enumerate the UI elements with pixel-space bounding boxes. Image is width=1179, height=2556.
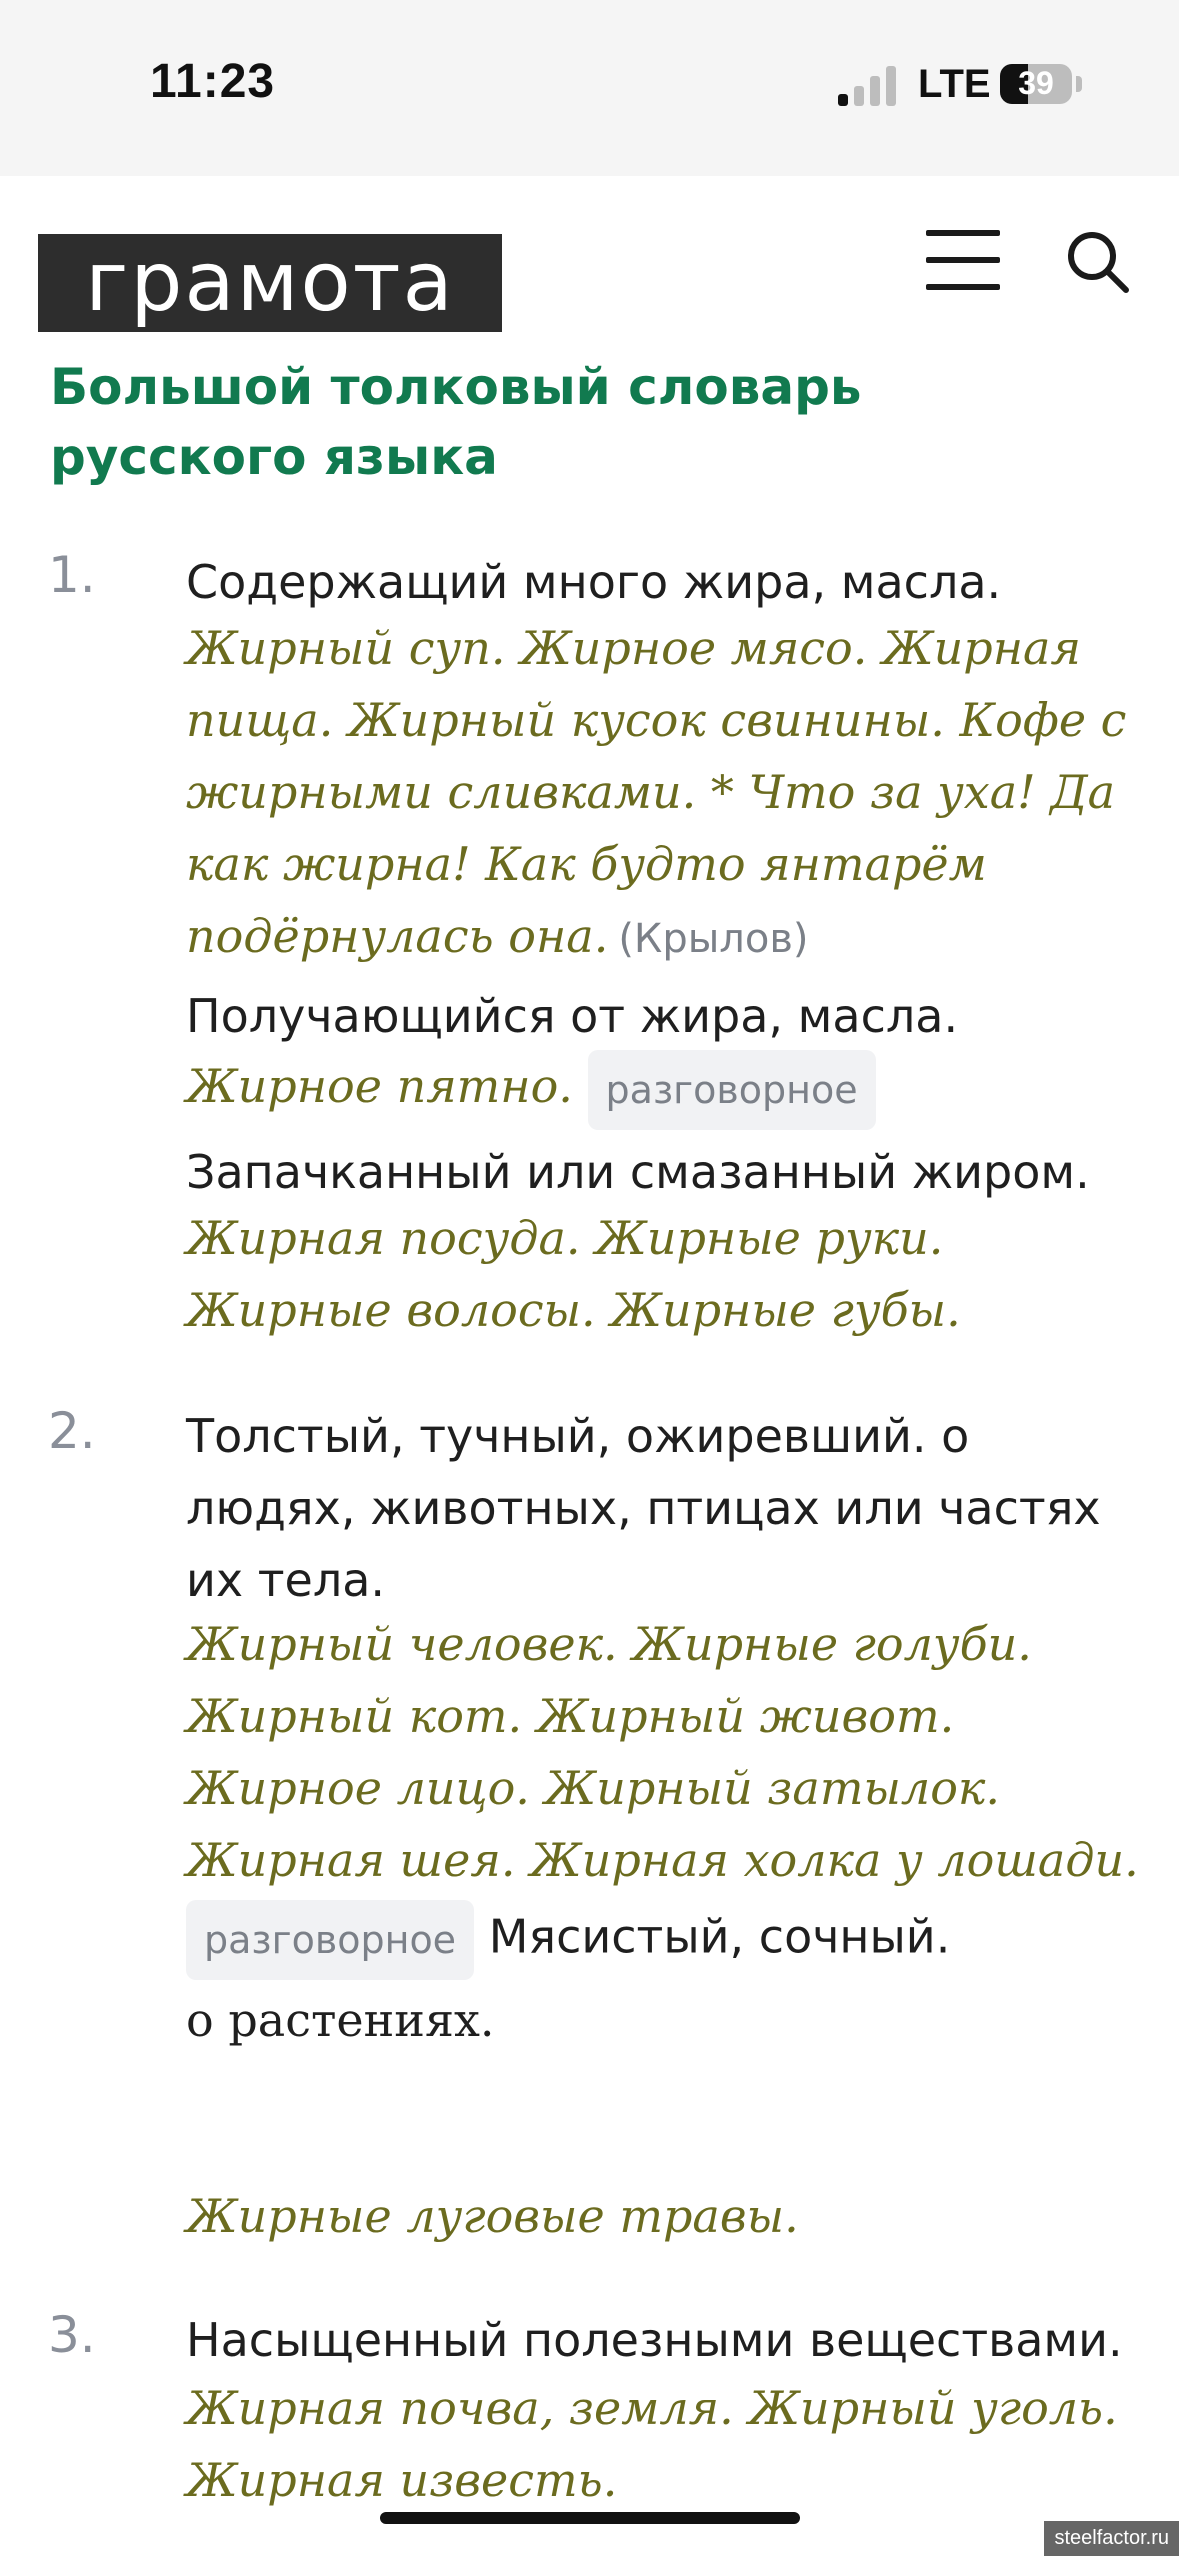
cellular-signal-icon (838, 66, 898, 106)
sense-definition: Насыщенный полезными веществами. (186, 2313, 1123, 2367)
search-icon[interactable] (1064, 228, 1130, 294)
subsense-definition-text: Мясистый, сочный. (488, 1909, 951, 1964)
register-tag[interactable]: разговорное (186, 1900, 474, 1980)
home-indicator[interactable] (380, 2512, 800, 2524)
hamburger-menu-icon[interactable] (926, 230, 1000, 290)
subsense-definition: Запачканный или смазанный жиром. (186, 1145, 1090, 1199)
sense-example: Жирная почва, земля. Жирный уголь. Жирная известь. (186, 2381, 1118, 2507)
sense-number: 3. (48, 2306, 96, 2364)
sense-number: 1. (48, 546, 96, 604)
subsense-definition (186, 1900, 1146, 1980)
usage-note: о растениях. (186, 1993, 495, 2047)
sense-definition: Содержащий много жира, масла. (186, 555, 1002, 609)
sense-number: 2. (48, 1402, 96, 1460)
status-bar (0, 0, 1179, 176)
example-text: Жирный суп. Жирное мясо. Жирная пища. Жирный кусок свинины. Кофе с жирными сливками. * Что за уха! Да как жирна! Как будто янтарём подёрнулась она. (186, 621, 1127, 963)
example-text: Жирное пятно. (186, 1059, 573, 1113)
status-time: 11:23 (150, 55, 276, 108)
site-logo[interactable]: грамота (38, 234, 502, 332)
dictionary-title[interactable]: Большой толковый словарь русского языка (50, 358, 862, 486)
subsense-definition: Получающийся от жира, масла. (186, 989, 959, 1043)
sense-example (186, 612, 1146, 975)
sense-example: Жирный человек. Жирные голуби. Жирный кот. Жирный живот. Жирное лицо. Жирный затылок. Жирная шея. Жирная холка у лошади. (186, 1617, 1139, 1887)
subsense-example: Жирные луговые травы. (186, 2189, 799, 2243)
network-type: LTE (918, 62, 991, 106)
example-author[interactable]: (Крылов) (618, 916, 809, 962)
sense-definition: Толстый, тучный, ожиревший. о людях, животных, птицах или частях их тела. (186, 1409, 1101, 1607)
register-tag[interactable]: разговорное (588, 1050, 876, 1130)
subsense-example: Жирная посуда. Жирные руки. Жирные волосы. Жирные губы. (186, 1211, 961, 1337)
subsense-example (186, 1050, 1146, 1130)
battery-icon (1000, 64, 1072, 104)
battery-tip (1076, 76, 1082, 92)
battery-level: 39 (1018, 65, 1054, 101)
watermark: steelfactor.ru (1044, 2521, 1179, 2556)
